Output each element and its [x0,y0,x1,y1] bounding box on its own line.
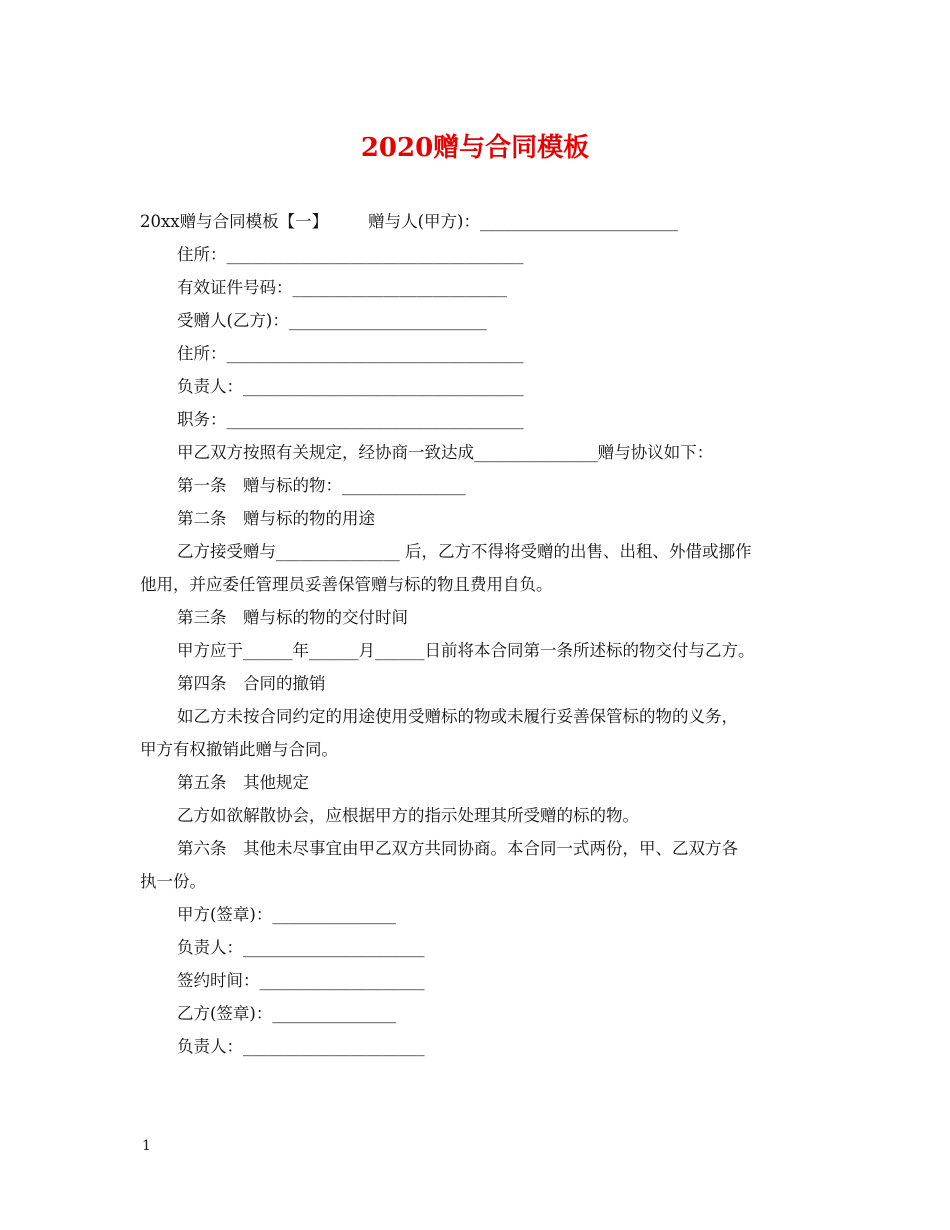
id-number-field: 有效证件号码：__________________________ [177,278,507,297]
article-2-text-line-2: 他用，并应委任管理员妥善保管赠与标的物且费用自负。 [140,575,553,594]
position-field: 职务：____________________________________ [177,410,524,429]
heading-line [140,205,820,238]
document-body [140,205,820,1063]
contract-heading: 20xx赠与合同模板【一】 [140,212,329,231]
signature-party-b-person: 负责人：______________________ [177,1037,425,1056]
signature-party-b: 乙方(签章)：_______________ [177,1004,397,1023]
donor-field: 赠与人(甲方)：________________________ [368,212,678,231]
article-6-text-line-1: 第六条 其他未尽事宜由甲乙双方共同协商。本合同一式两份，甲、乙双方各 [177,839,738,858]
article-1: 第一条 赠与标的物：_______________ [177,476,466,495]
article-2-heading: 第二条 赠与标的物的用途 [177,509,375,528]
article-4-heading: 第四条 合同的撤销 [177,674,326,693]
page-number: 1 [142,1138,151,1154]
article-5-text: 乙方如欲解散协会，应根据甲方的指示处理其所受赠的标的物。 [177,806,639,825]
signing-date: 签约时间：____________________ [177,971,425,990]
agreement-intro: 甲乙双方按照有关规定，经协商一致达成_______________赠与协议如下： [177,443,714,462]
article-4-text-line-2: 甲方有权撤销此赠与合同。 [140,740,338,759]
article-2-text-line-1: 乙方接受赠与_______________ 后，乙方不得将受赠的出售、出租、外借或挪作 [177,542,752,561]
person-in-charge-field: 负责人：__________________________________ [177,377,524,396]
article-6-text-line-2: 执一份。 [140,872,206,891]
document-title: 2020赠与合同模板 [360,133,590,163]
signature-party-a: 甲方(签章)：_______________ [177,905,397,924]
recipient-field: 受赠人(乙方)：________________________ [177,311,487,330]
article-4-text-line-1: 如乙方未按合同约定的用途使用受赠标的物或未履行妥善保管标的物的义务， [177,707,738,726]
signature-party-a-person: 负责人：______________________ [177,938,425,957]
recipient-address-field: 住所：____________________________________ [177,344,524,363]
donor-address-field: 住所：____________________________________ [177,245,524,264]
article-5-heading: 第五条 其他规定 [177,773,309,792]
article-3-heading: 第三条 赠与标的物的交付时间 [177,608,408,627]
article-3-text: 甲方应于______年______月______日前将本合同第一条所述标的物交付与乙方。 [177,641,755,660]
